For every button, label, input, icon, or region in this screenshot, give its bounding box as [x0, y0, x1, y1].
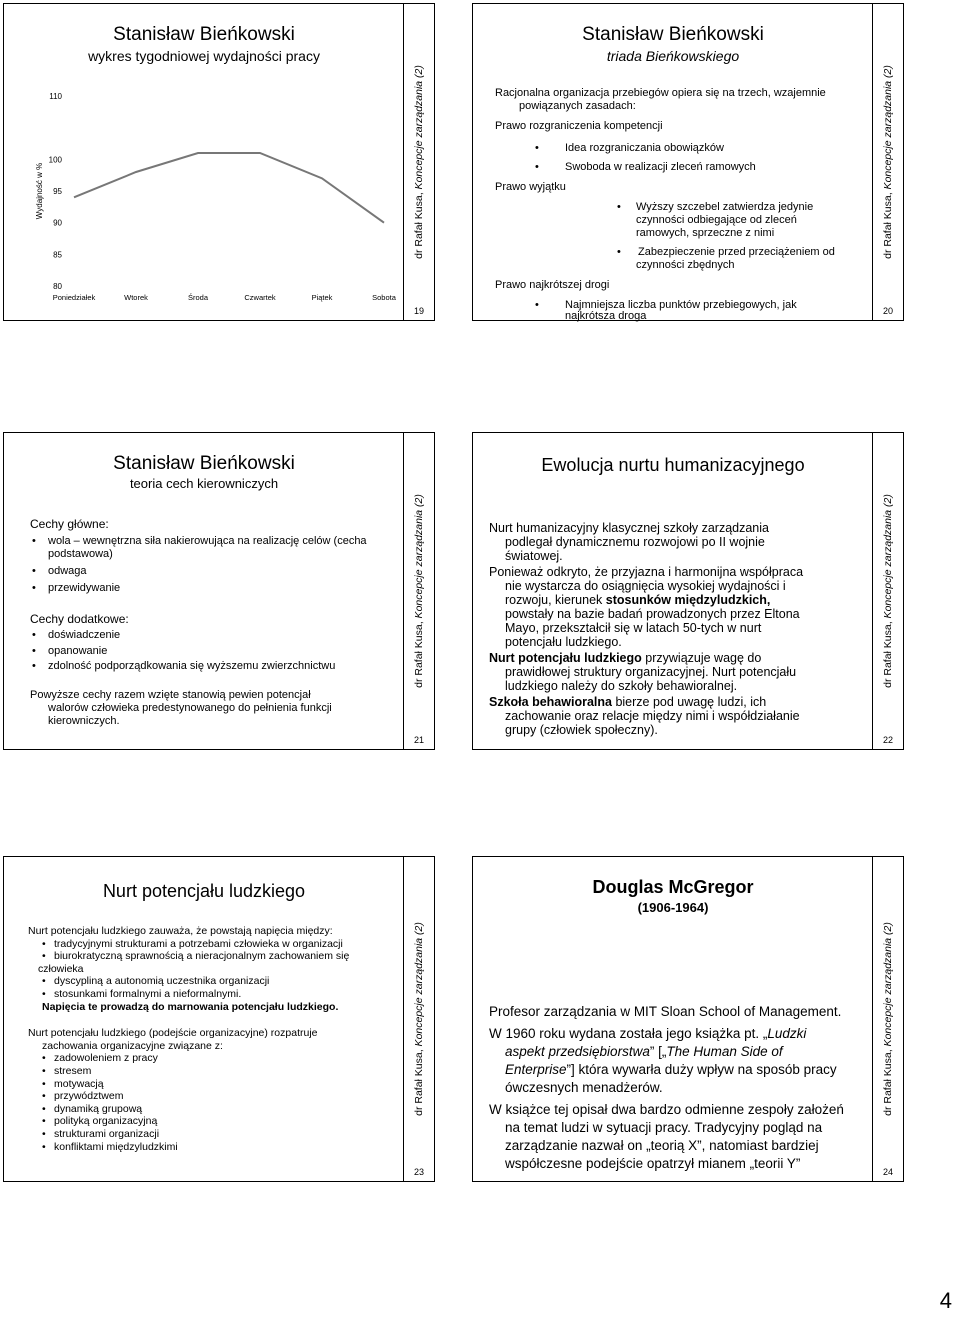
bullet-text: podstawowa) — [48, 548, 113, 560]
paragraph-line: Mayo, przekształcił się w latach 50-tych w nurt — [505, 621, 762, 635]
emphasis-line: Napięcia te prowadzą do marnowania potencjału ludzkiego. — [42, 1000, 339, 1013]
list-item: • tradycyjnymi strukturami a potrzebami człowieka w organizacji — [42, 938, 349, 951]
y-tick-label: 100 — [48, 155, 62, 165]
x-tick-label: Poniedziałek — [52, 293, 96, 302]
paragraph-line: W książce tej opisał dwa bardzo odmienne zespoły założeń — [489, 1102, 844, 1117]
list-item: • przywództwem — [42, 1090, 349, 1103]
list-item: • stosunkami formalnymi a nieformalnymi. — [42, 988, 349, 1001]
slide-title: Stanisław Bieńkowski — [582, 24, 764, 45]
slide-subtitle: teoria cech kierowniczych — [129, 476, 279, 491]
page-number: 4 — [939, 1288, 952, 1313]
bullet: • — [32, 629, 36, 641]
productivity-chart — [4, 60, 404, 320]
bullet-text: czynności odbiegające od zleceń — [636, 214, 797, 226]
x-tick-label: Sobota — [372, 293, 396, 302]
bullet: • — [32, 535, 36, 547]
principle-heading: Prawo rozgraniczenia kompetencji — [495, 120, 663, 132]
intro-line: Racjonalna organizacja przebiegów opiera się na trzech, wzajemnie — [495, 87, 826, 99]
principle-heading: Prawo wyjątku — [495, 181, 566, 193]
list-item: • zadowoleniem z pracy — [42, 1052, 349, 1065]
slide-22 — [472, 432, 904, 750]
slide-title: Ewolucja nurtu humanizacyjnego — [541, 455, 805, 475]
side-label: dr Rafał Kusa, Koncepcje zarządzania (2) — [872, 433, 903, 749]
bullet-text: odwaga — [48, 565, 87, 577]
section-heading: Cechy główne: — [30, 517, 109, 531]
paragraph-line: ludzkiego należy do szkoły behawioralnej. — [505, 679, 738, 693]
list-item: • biurokratyczną sprawnością a nieracjonalnym zachowaniem się — [42, 950, 349, 963]
list-item: • polityką organizacyjną — [42, 1115, 349, 1128]
slide-title: Stanisław Bieńkowski — [113, 453, 295, 474]
paragraph-line: zachowanie oraz relacje między nimi i współdziałanie — [505, 709, 800, 723]
list-item: • stresem — [42, 1065, 349, 1078]
bullet-text: opanowanie — [48, 645, 108, 657]
paragraph-line: światowej. — [505, 549, 563, 563]
slide-20 — [472, 3, 904, 321]
paragraph-line: potencjału ludzkiego. — [505, 635, 622, 649]
y-tick-label: 95 — [53, 187, 62, 196]
slide-number: 22 — [882, 735, 893, 745]
paragraph-line: współczesne podejście opatrzył mianem „teorii Y” — [505, 1156, 801, 1171]
bullet: • — [535, 161, 539, 173]
intro-line: Nurt potencjału ludzkiego zauważa, że powstają napięcia między: — [28, 925, 333, 937]
paragraph-line: prawidłowej struktury organizacyjnej. Nurt potencjału — [505, 665, 797, 679]
bullet-text: czynności zbędnych — [636, 259, 735, 271]
bullet: • — [32, 565, 36, 577]
paragraph-line: Szkoła behawioralna bierze pod uwagę ludzi, ich — [489, 695, 767, 709]
tension-list — [28, 938, 349, 963]
slide-title: Douglas McGregor — [592, 877, 754, 897]
y-tick-label: 90 — [53, 218, 62, 228]
bullet-text: wola – wewnętrzna siła nakierowująca na realizację celów (cecha — [48, 535, 367, 547]
summary-text: kierowniczych. — [48, 715, 120, 727]
y-axis-label: Wydajność w % — [35, 162, 44, 220]
side-label: dr Rafał Kusa, Koncepcje zarządzania (2) — [403, 857, 434, 1181]
y-tick-label: 85 — [53, 250, 62, 260]
side-label: dr Rafał Kusa, Koncepcje zarządzania (2) — [872, 4, 903, 320]
paragraph-line: Ponieważ odkryto, że przyjazna i harmonijna współpraca — [489, 565, 804, 579]
bullet-text: Najmniejsza liczba punktów przebiegowych, jak — [565, 299, 797, 311]
bullet: • — [32, 582, 36, 594]
bullet: • — [32, 660, 36, 672]
paragraph-line: Nurt humanizacyjny klasycznej szkoły zarządzania — [489, 521, 769, 535]
paragraph-line: nie wystarcza do osiągnięcia wysokiej wydajności i — [505, 579, 786, 593]
paragraph-line: ówczesnych menadżerów. — [505, 1080, 663, 1095]
paragraph-line: aspekt przedsiębiorstwa” [„The Human Side of — [505, 1044, 783, 1059]
bullet-text: zdolność podporządkowania się wyższemu zwierzchnictwu — [48, 660, 336, 672]
slide-subtitle: wykres tygodniowej wydajności pracy — [88, 48, 320, 64]
paragraph-line: na temat ludzi w sytuacji pracy. Tradycyjny pogląd na — [505, 1120, 823, 1135]
bullet: • — [617, 201, 621, 213]
bullet-text: najkrótsza droga — [565, 310, 647, 322]
paragraph-line: Nurt potencjału ludzkiego (podejście organizacyjne) rozpatruje — [28, 1027, 318, 1040]
paragraph-line: zachowania organizacyjne związane z: — [42, 1039, 223, 1052]
slide-24 — [472, 856, 904, 1182]
bullet-text: Zabezpieczenie przed przeciążeniem od — [638, 246, 835, 258]
list-item: • dyscypliną a autonomią uczestnika organizacji — [42, 975, 349, 988]
x-tick-label: Piątek — [311, 293, 333, 302]
slide-title: Nurt potencjału ludzkiego — [102, 881, 306, 901]
slide-title: Stanisław Bieńkowski — [113, 24, 295, 45]
paragraph-line: Nurt potencjału ludzkiego przywiązuje wagę do — [489, 651, 762, 665]
bullet: • — [535, 142, 539, 154]
paragraph-line: zarządzanie nazwał on „teorią X”, natomiast bardziej — [505, 1138, 819, 1153]
slide-number: 21 — [413, 735, 424, 745]
summary-text: Powyższe cechy razem wzięte stanowią pewien potencjał — [30, 689, 311, 701]
slide-subtitle: triada Bieńkowskiego — [606, 48, 740, 64]
y-tick-label: 80 — [53, 282, 62, 291]
list-item: • strukturami organizacji — [42, 1128, 349, 1141]
list-item-cont: człowieka — [38, 962, 84, 975]
principle-heading: Prawo najkrótszej drogi — [495, 279, 610, 291]
side-label: dr Rafał Kusa, Koncepcje zarządzania (2) — [872, 857, 903, 1181]
y-tick-label: 110 — [49, 92, 62, 101]
behavior-list — [28, 1052, 349, 1153]
summary-text: walorów człowieka predestynowanego do pełnienia funkcji — [48, 702, 332, 714]
list-item: • konfliktami międzyludzkimi — [42, 1141, 349, 1154]
intro-line: powiązanych zasadach: — [519, 100, 636, 112]
slide-number: 23 — [413, 1167, 424, 1177]
side-label: dr Rafał Kusa, Koncepcje zarządzania (2) — [403, 433, 434, 749]
x-tick-label: Czwartek — [244, 293, 276, 302]
bullet-text: ramowych, sprzeczne z nimi — [636, 227, 775, 239]
paragraph-line: W 1960 roku wydana została jego książka pt. „Ludzki — [489, 1026, 807, 1041]
paragraph-line: Enterprise”] która wywarła duży wpływ na sposób pracy — [505, 1062, 837, 1077]
paragraph-line: Profesor zarządzania w MIT Sloan School of Management. — [489, 1004, 842, 1019]
slide-21 — [3, 432, 435, 750]
bullet-text: Wyższy szczebel zatwierdza jedynie — [636, 201, 814, 213]
x-tick-label: Środa — [187, 293, 209, 302]
bullet-text: doświadczenie — [48, 629, 121, 641]
list-item: • motywacją — [42, 1078, 349, 1091]
paragraph-line: powstały na bazie badań prowadzonych przez Eltona — [505, 607, 800, 621]
paragraph-line: grupy (człowiek społeczny). — [505, 723, 658, 737]
paragraph-line: rozwoju, kierunek stosunków międzyludzkich, — [505, 593, 771, 607]
bullet: • — [617, 246, 621, 258]
slide-number: 24 — [882, 1167, 893, 1177]
section-heading: Cechy dodatkowe: — [30, 612, 129, 626]
bullet: • — [32, 645, 36, 657]
slide-23 — [3, 856, 435, 1182]
bullet-text: Swoboda w realizacji zleceń ramowych — [565, 161, 756, 173]
bullet-text: Idea rozgraniczania obowiązków — [565, 142, 724, 154]
paragraph-line: podlegał dynamicznemu rozwojowi po II wojnie — [505, 535, 765, 549]
slide-19 — [3, 3, 435, 321]
slide-subtitle: (1906-1964) — [637, 900, 709, 915]
side-label: dr Rafał Kusa, Koncepcje zarządzania (2) — [403, 4, 434, 320]
bullet: • — [535, 299, 539, 311]
slide-number: 19 — [413, 306, 424, 316]
bullet-text: przewidywanie — [48, 582, 121, 594]
productivity-line — [74, 153, 384, 223]
slide-number: 20 — [882, 306, 893, 316]
x-tick-label: Wtorek — [124, 293, 148, 302]
list-item: • dynamiką grupową — [42, 1103, 349, 1116]
